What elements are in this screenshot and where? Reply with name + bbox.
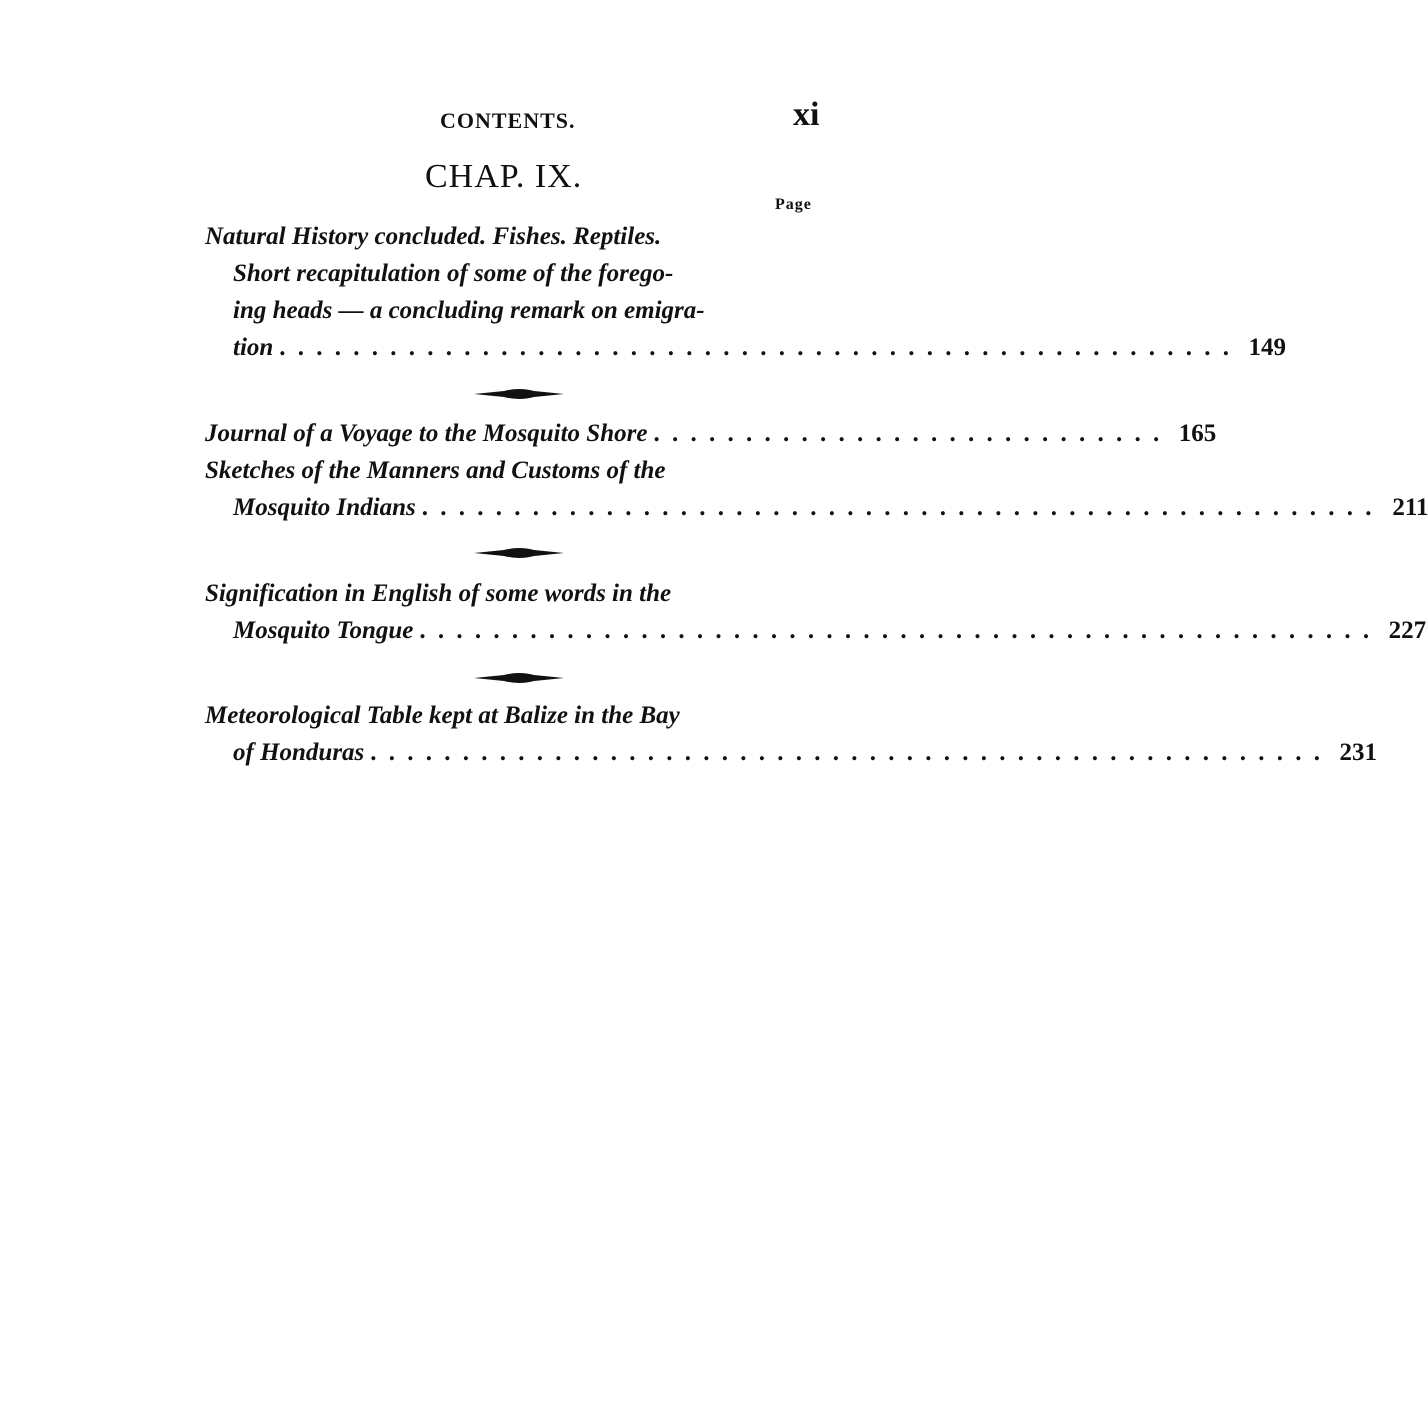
- entry-page-number: 227: [1388, 617, 1427, 644]
- toc-entry: [205, 697, 1378, 771]
- ornamental-rule: [474, 387, 564, 401]
- page-column-label: Page: [775, 196, 812, 213]
- chapter-heading: CHAP. IX.: [425, 158, 583, 195]
- toc-entry: [205, 575, 1427, 649]
- dot-leader: . . . . . . . . . . . . . . . . . . . . . . . . . . . . . . . . . . . . . . . . . . . . . . . . . . . .: [370, 739, 1324, 766]
- entry-line: Signification in English of some words in the: [205, 580, 672, 607]
- entry-page-number: 165: [1178, 420, 1217, 447]
- dot-leader: . . . . . . . . . . . . . . . . . . . . . . . . . . . . . . . . . . . . . . . . . . . . . . . . . . . .: [419, 617, 1373, 644]
- entry-line: Short recapitulation of some of the forego-: [233, 260, 674, 287]
- entry-line: Mosquito Indians: [233, 494, 416, 521]
- running-head: CONTENTS.: [440, 108, 576, 133]
- entry-page-number: 149: [1248, 334, 1287, 361]
- dot-leader: . . . . . . . . . . . . . . . . . . . . . . . . . . . . . . . . . . . . . . . . . . . . . . . . . . . .: [421, 494, 1375, 521]
- entry-line: Sketches of the Manners and Customs of the: [205, 457, 666, 484]
- entry-line: tion: [233, 334, 274, 361]
- entry-line: Natural History concluded. Fishes. Reptiles.: [205, 223, 662, 250]
- ornamental-rule: [474, 671, 564, 685]
- dot-leader: . . . . . . . . . . . . . . . . . . . . . . . . . . . .: [653, 420, 1163, 447]
- toc-entry: [205, 218, 1287, 366]
- entry-page-number: 231: [1339, 739, 1378, 766]
- entry-line: ing heads — a concluding remark on emigra-: [233, 297, 705, 324]
- ornamental-rule: [474, 546, 564, 560]
- toc-entry: [205, 415, 1217, 452]
- page-number: xi: [793, 96, 820, 133]
- entry-line: Mosquito Tongue: [233, 617, 414, 644]
- entry-line: Meteorological Table kept at Balize in the Bay: [205, 702, 680, 729]
- entry-page-number: 211: [1392, 494, 1428, 521]
- toc-entry: [205, 452, 1428, 526]
- entry-line: of Honduras: [233, 739, 365, 766]
- dot-leader: . . . . . . . . . . . . . . . . . . . . . . . . . . . . . . . . . . . . . . . . . . . . . . . . . . . .: [279, 334, 1233, 361]
- entry-line: Journal of a Voyage to the Mosquito Shore: [205, 420, 648, 447]
